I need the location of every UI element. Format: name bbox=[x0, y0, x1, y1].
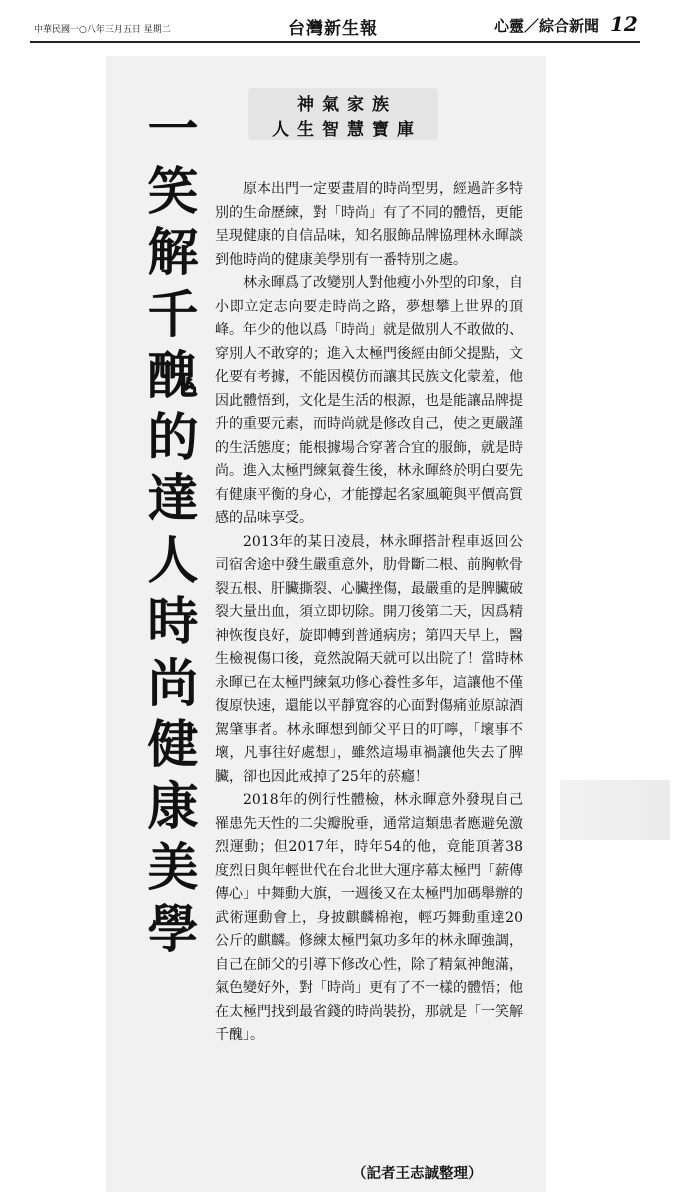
title-glyph: 尚 bbox=[147, 654, 199, 714]
title-glyph: 笑 bbox=[147, 162, 199, 222]
title-glyph: 康 bbox=[147, 777, 199, 837]
title-glyph: 醜 bbox=[147, 347, 199, 406]
article-paragraph: 2018年的例行性體檢，林永暉意外發現自己罹患先天性的二尖瓣脫垂，通常這類患者應避免激烈運動；但2017年，時年54的他，竟能頂著38度烈日與年輕世代在台北世大運序幕太極門「薪傳傳心」中舞動大旗，一週後又在太極門加碼舉辦的武術運動會上，身披麒麟棉袍，輕巧舞動重達20公斤的麒麟。修練太極門氣功多年的林永暉強調，自己在師父的引導下修改心性，除了精氣神飽滿，氣色變好外，對「時尚」更有了不一樣的體悟；他在太極門找到最省錢的時尚裝扮，那就是「一笑解千醜」。 bbox=[215, 792, 523, 1043]
byline: （記者王志誠整理） bbox=[352, 1166, 483, 1182]
title-glyph: 健 bbox=[147, 716, 199, 775]
header-rule bbox=[30, 41, 640, 43]
title-glyph: 達 bbox=[147, 470, 199, 529]
newspaper-header bbox=[0, 0, 677, 46]
article-paragraph: 2013年的某日凌晨，林永暉搭計程車返回公司宿舍途中發生嚴重意外，肋骨斷二根、前胸軟骨裂五根、肝臟撕裂、心臟挫傷，最嚴重的是脾臟破裂大量出血，須立即切除。開刀後第二天，因爲精神恢復良好，旋即轉到普通病房；第四天早上，醫生檢視傷口後，竟然說隔天就可以出院了！當時林永暉已在太極門練氣功修心養性多年，這讓他不僅復原快速，還能以平靜寬容的心面對傷痛並原諒酒駕肇事者。林永暉想到師父平日的叮嚀，「壞事不壞，凡事往好處想」，雖然這場車禍讓他失去了脾臟，卻也因此戒掉了25年的菸癮！ bbox=[215, 533, 523, 785]
article-paragraph: 林永暉爲了改變別人對他瘦小外型的印象，自小即立定志向要走時尚之路，夢想攀上世界的頂峰。年少的他以爲「時尚」就是做別人不敢做的、穿別人不敢穿的；進入太極門後經由師父提點，文化要有考據，不能因模仿而讓其民族文化蒙羞，他因此體悟到，文化是生活的根源，也是能讓品牌提升的重要元素，而時尚就是修改自己，使之更嚴謹的生活態度；能根據場合穿著合宜的服飾，就是時尚。進入太極門練氣養生後，林永暉終於明白要先有健康平衡的身心，才能撐起名家風範與平價高質感的品味享受。 bbox=[215, 275, 523, 526]
banner-line-2: 人生智慧寶庫 bbox=[272, 120, 422, 140]
title-glyph: 的 bbox=[147, 408, 199, 468]
title-glyph: 時 bbox=[147, 593, 199, 652]
title-glyph: 解 bbox=[147, 224, 199, 283]
page-number: 12 bbox=[610, 12, 638, 36]
section-name: 心靈／綜合新聞 bbox=[494, 17, 600, 35]
newspaper-name: 台灣新生報 bbox=[288, 19, 378, 39]
banner-line-1: 神氣家族 bbox=[297, 95, 397, 115]
title-glyph: 美 bbox=[147, 839, 199, 898]
title-glyph: 一 bbox=[147, 101, 199, 160]
article-title bbox=[140, 100, 206, 961]
title-glyph: 學 bbox=[147, 900, 199, 960]
title-glyph: 人 bbox=[147, 531, 199, 591]
article-body bbox=[215, 178, 523, 1048]
bleed-through-shadow bbox=[560, 780, 670, 840]
title-glyph: 千 bbox=[147, 285, 199, 345]
article-paragraph: 原本出門一定要畫眉的時尚型男，經過許多特別的生命歷練，對「時尚」有了不同的體悟，更能呈現健康的自信品味，知名服飾品牌協理林永暉談到他時尚的健康美學別有一番特別之處。 bbox=[215, 181, 523, 268]
issue-date: 中華民國一○八年三月五日 星期二 bbox=[34, 25, 171, 35]
